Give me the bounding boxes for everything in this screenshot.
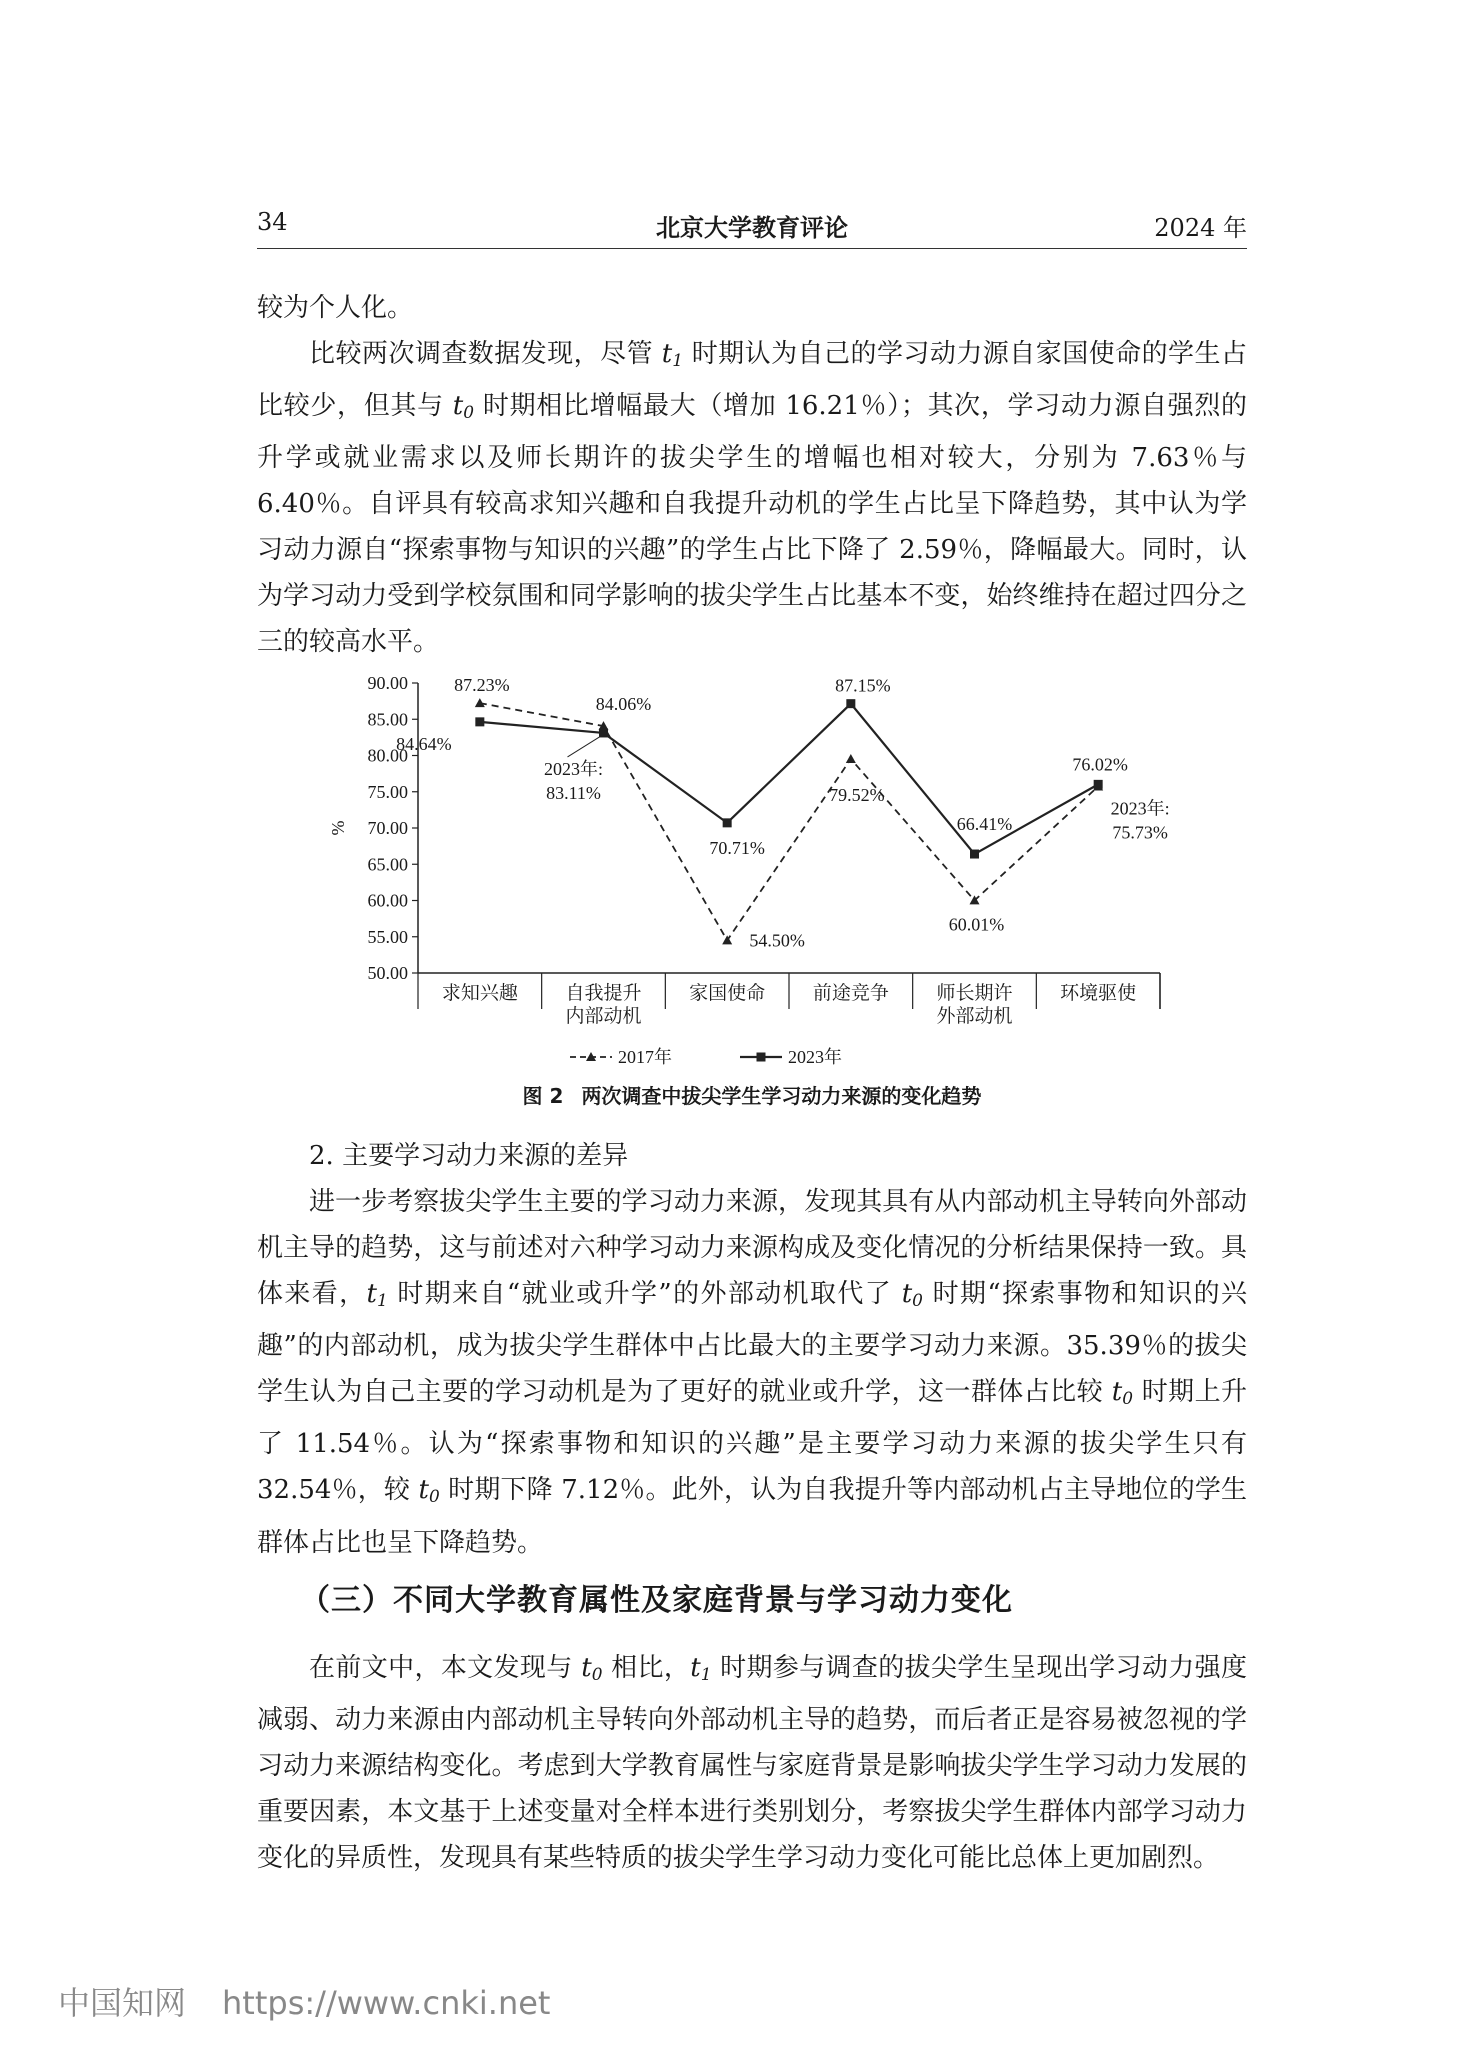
figure-label: 图 2 — [522, 1084, 564, 1108]
paragraph-1: 比较两次调查数据发现，尽管 $t_1$ 时期认为自己的学习动力源自家国使命的学生占比较少，但其与 $t_0$ 时期相比增幅最大（增加 16.21％）；其次，学习动力源自强烈的升学或就业需求以及师长期许的拔尖学生的增幅也相对较大，分别为 7.63％与 6.40％。自评具有较高求知兴趣和自我提升动机的学生占比呈下降趋势，其中认为学习动力源自“探索事物与知识的兴趣”的学生占比下降了 2.59％，降幅最大。同时，认为学习动力受到学校氛围和同学影响的拔尖学生占比基本不变，始终维持在超过四分之三的较高水平。 — [257, 339, 1247, 658]
x-tick-label: 师长期许 — [936, 982, 1013, 1004]
paragraph-continued: 较为个人化。 — [257, 293, 414, 323]
section-heading: （三）不同大学教育属性及家庭背景与学习动力变化 — [300, 1583, 1013, 1618]
footer-watermark — [58, 1978, 550, 2024]
y-tick-label: 80.00 — [367, 745, 408, 766]
cnki-brand: 中国知网 — [58, 1984, 187, 2022]
y-tick-label: 70.00 — [367, 818, 408, 838]
legend-marker-2023 — [757, 1053, 766, 1062]
data-label: 83.11% — [546, 782, 601, 803]
x-tick-label: 求知兴趣 — [441, 982, 518, 1004]
x-tick-label: 环境驱使 — [1060, 982, 1137, 1004]
y-tick-label: 60.00 — [367, 890, 408, 911]
x-tick-label: 自我提升 — [565, 982, 642, 1004]
data-label: 60.01% — [948, 914, 1005, 935]
data-label: 66.41% — [956, 814, 1013, 835]
data-label: 76.02% — [1072, 754, 1128, 775]
legend-label-2023: 2023年 — [788, 1047, 842, 1067]
data-label: 87.23% — [454, 675, 510, 696]
legend-label-2017: 2017年 — [618, 1047, 672, 1067]
point-2023 — [846, 699, 855, 708]
data-label: 79.52% — [829, 784, 885, 805]
sub-heading: 2. 主要学习动力来源的差异 — [309, 1141, 629, 1171]
x-tick-label: 外部动机 — [936, 1005, 1013, 1027]
x-tick-label: 家国使命 — [689, 982, 766, 1004]
annotation-leader — [568, 737, 600, 757]
line-chart — [300, 655, 1180, 1075]
data-label: 2023年: — [1110, 798, 1170, 819]
header-rule — [257, 248, 1247, 249]
point-2017 — [475, 698, 485, 707]
paragraph-3: 在前文中，本文发现与 $t_0$ 相比，$t_1$ 时期参与调查的拔尖学生呈现出学习动力强度减弱、动力来源由内部动机主导转向外部动机主导的趋势，而后者正是容易被忽视的学习动力来源结构变化。考虑到大学教育属性与家庭背景是影响拔尖学生学习动力发展的重要因素，本文基于上述变量对全样本进行类别划分，考察拔尖学生群体内部学习动力变化的异质性，发现具有某些特质的拔尖学生学习动力变化可能比总体上更加剧烈。 — [257, 1653, 1248, 1874]
y-tick-label: 85.00 — [367, 709, 408, 730]
data-label: 54.50% — [749, 930, 805, 951]
data-label: 87.15% — [835, 675, 891, 696]
body-text-top — [257, 285, 1247, 665]
data-label: 84.06% — [595, 694, 652, 715]
journal-title: 北京大学教育评论 — [656, 214, 848, 242]
data-label: 70.71% — [709, 837, 765, 858]
point-2023 — [970, 850, 979, 859]
paragraph-2: 进一步考察拔尖学生主要的学习动力来源，发现其具有从内部动机主导转向外部动机主导的趋势，这与前述对六种学习动力来源构成及变化情况的分析结果保持一致。具体来看，$t_1$ 时期来自“就业或升学”的外部动机取代了 $t_0$ 时期“探索事物和知识的兴趣”的内部动机，成为拔尖学生群体中占比最大的主要学习动力来源。35.39％的拔尖学生认为自己主要的学习动机是为了更好的就业或升学，这一群体占比较 $t_0$ 时期上升了 11.54％。认为“探索事物和知识的兴趣”是主要学习动力来源的拔尖学生只有 32.54％，较 $t_0$ 时期下降 7.12％。此外，认为自我提升等内部动机占主导地位的学生群体占比也呈下降趋势。 — [257, 1187, 1248, 1558]
body-text-bottom — [257, 1645, 1247, 1881]
point-2023 — [723, 818, 732, 827]
publication-year: 2024 年 — [1154, 214, 1247, 242]
figure-title: 两次调查中拔尖学生学习动力来源的变化趋势 — [581, 1084, 982, 1108]
x-tick-label: 内部动机 — [565, 1005, 642, 1027]
point-2017 — [846, 754, 856, 763]
point-2023 — [475, 717, 484, 726]
point-2023 — [1094, 780, 1103, 789]
y-tick-label: 75.00 — [367, 781, 408, 802]
y-tick-label: 65.00 — [367, 854, 408, 875]
y-tick-label: 90.00 — [367, 673, 408, 693]
data-label: 2023年: — [543, 758, 604, 779]
body-text-middle — [257, 1133, 1247, 1566]
data-label: 84.64% — [396, 733, 452, 754]
figure-caption — [257, 1080, 1247, 1109]
x-tick-label: 前途竞争 — [812, 982, 889, 1004]
y-tick-label: 50.00 — [367, 963, 408, 983]
cnki-url: https://www.cnki.net — [222, 1984, 551, 2022]
point-2023 — [599, 728, 608, 737]
y-axis-label: % — [328, 820, 348, 836]
running-header — [257, 208, 1247, 248]
data-label: 75.73% — [1112, 822, 1168, 843]
page-number: 34 — [257, 208, 288, 236]
y-tick-label: 55.00 — [367, 926, 408, 947]
